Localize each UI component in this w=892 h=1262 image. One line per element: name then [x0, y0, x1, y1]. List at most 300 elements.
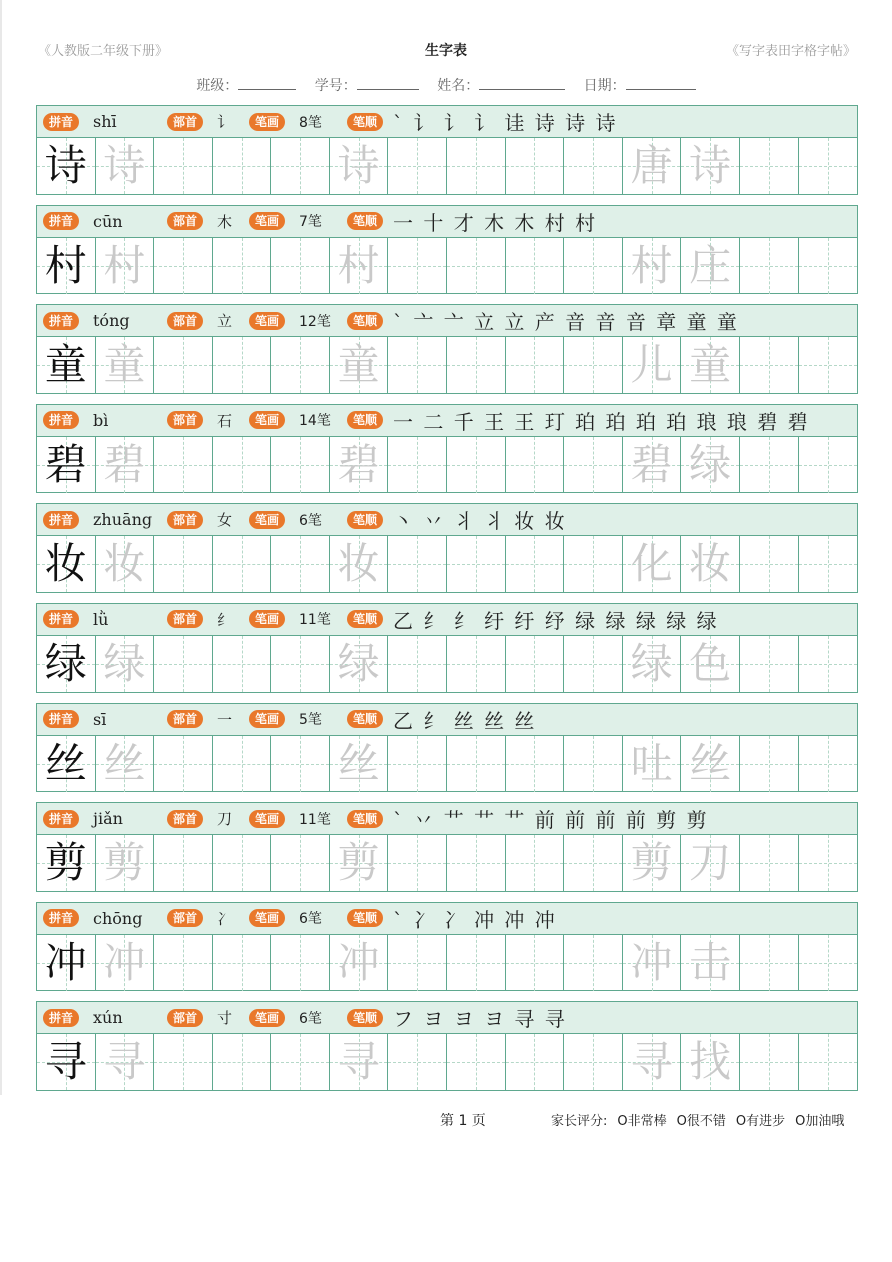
tianzige-cell[interactable] [213, 337, 272, 393]
textbook-label: 《人教版二年级下册》 [38, 44, 169, 59]
tianzige-cell[interactable] [96, 536, 155, 592]
tianzige-cell[interactable] [740, 636, 799, 692]
pinyin-value: lǜ [93, 609, 109, 629]
tianzige-cell[interactable] [681, 935, 740, 991]
tianzige-grid [37, 536, 857, 592]
tianzige-cell[interactable] [154, 337, 213, 393]
tianzige-cell[interactable] [740, 835, 799, 891]
character-row [36, 105, 858, 195]
tianzige-grid [37, 1034, 857, 1090]
stroke-order-value: ` 讠 讠 讠 诖 诗 诗 诗 [393, 111, 618, 135]
word-character: 刀 [689, 838, 732, 888]
evaluation-label: 家长评分: [551, 1114, 608, 1129]
tianzige-cell[interactable] [96, 935, 155, 991]
tianzige-cell[interactable] [271, 536, 330, 592]
character-row [36, 205, 858, 295]
tianzige-cell[interactable] [330, 935, 389, 991]
tianzige-cell[interactable] [681, 138, 740, 194]
row-header [37, 405, 857, 437]
stroke-order-value: ` 冫 冫 冲 冲 冲 [393, 907, 557, 932]
stroke-count-tag: 笔画 [249, 212, 285, 230]
model-character: 诗 [44, 141, 87, 190]
stroke-order-value: フ ヨ ヨ ヨ 寻 寻 [393, 1007, 567, 1032]
parent-evaluation [551, 1110, 844, 1129]
pinyin-tag: 拼音 [43, 312, 79, 330]
stroke-order-value: 一 二 千 王 王 玎 珀 珀 珀 珀 琅 琅 碧 碧 [393, 409, 810, 434]
tianzige-cell[interactable] [681, 636, 740, 692]
tianzige-cell[interactable] [213, 536, 272, 592]
trace-character: 碧 [103, 439, 146, 489]
tianzige-cell[interactable] [681, 337, 740, 393]
tianzige-cell[interactable] [154, 736, 213, 792]
date-label: 日期： [583, 78, 626, 94]
tianzige-cell[interactable] [799, 636, 858, 692]
trace-character: 诗 [103, 141, 146, 190]
radical-value: 女 [217, 511, 233, 530]
radical-tag: 部首 [167, 710, 203, 728]
model-character: 剪 [44, 838, 87, 888]
tianzige-cell[interactable] [564, 636, 623, 692]
word-character: 诗 [689, 141, 732, 190]
pinyin-tag: 拼音 [43, 1009, 79, 1027]
pinyin-value: chōng [93, 908, 143, 928]
tianzige-cell[interactable] [96, 238, 155, 294]
trace-character: 村 [103, 240, 146, 290]
tianzige-cell[interactable] [330, 536, 389, 592]
tianzige-cell[interactable] [564, 736, 623, 792]
tianzige-cell[interactable] [271, 138, 330, 194]
page-number: 第 1 页 [440, 1113, 486, 1129]
tianzige-cell[interactable] [213, 935, 272, 991]
stroke-count-value: 8笔 [299, 114, 322, 131]
radical-tag: 部首 [167, 312, 203, 330]
pinyin-value: cūn [93, 211, 123, 231]
tianzige-cell[interactable] [447, 935, 506, 991]
workbook-label: 《写字表田字格字帖》 [725, 44, 856, 59]
character-row [36, 1001, 858, 1091]
tianzige-cell[interactable] [388, 935, 447, 991]
stroke-count-tag: 笔画 [249, 511, 285, 529]
trace-character: 剪 [337, 838, 380, 888]
tianzige-grid [37, 636, 857, 692]
tianzige-cell[interactable] [37, 238, 96, 294]
tianzige-cell[interactable] [740, 736, 799, 792]
stroke-count-value: 7笔 [299, 214, 322, 231]
tianzige-cell[interactable] [506, 736, 565, 792]
radical-value: 刀 [217, 810, 233, 829]
student-info-line [0, 75, 892, 95]
character-row [36, 603, 858, 693]
eval-option-excellent[interactable]: O 非常棒 [617, 1110, 666, 1129]
radical-value: 立 [217, 312, 233, 331]
radical-value: 纟 [217, 610, 233, 629]
tianzige-cell[interactable] [623, 536, 682, 592]
date-field[interactable] [626, 89, 696, 90]
tianzige-cell[interactable] [388, 736, 447, 792]
radical-tag: 部首 [167, 411, 203, 429]
stroke-count-tag: 笔画 [249, 113, 285, 131]
tianzige-cell[interactable] [564, 835, 623, 891]
tianzige-cell[interactable] [681, 736, 740, 792]
trace-character: 绿 [337, 638, 380, 688]
word-character: 绿 [630, 638, 673, 688]
radical-value: 石 [217, 411, 233, 430]
tianzige-cell[interactable] [506, 238, 565, 294]
tianzige-cell[interactable] [623, 238, 682, 294]
tianzige-cell[interactable] [564, 138, 623, 194]
trace-character: 寻 [337, 1037, 380, 1087]
tianzige-cell[interactable] [330, 138, 389, 194]
name-label: 姓名： [437, 78, 480, 94]
stroke-order-tag: 笔顺 [347, 212, 383, 230]
tianzige-cell[interactable] [623, 138, 682, 194]
tianzige-cell[interactable] [740, 238, 799, 294]
tianzige-cell[interactable] [506, 437, 565, 493]
tianzige-cell[interactable] [37, 835, 96, 891]
model-character: 丝 [44, 738, 87, 788]
name-field[interactable] [479, 89, 565, 90]
trace-character: 碧 [337, 439, 380, 489]
stroke-count-value: 6笔 [299, 911, 322, 928]
tianzige-cell[interactable] [623, 1034, 682, 1090]
word-character: 找 [689, 1037, 732, 1087]
stroke-order-tag: 笔顺 [347, 312, 383, 330]
tianzige-cell[interactable] [330, 437, 389, 493]
tianzige-cell[interactable] [623, 935, 682, 991]
tianzige-cell[interactable] [740, 935, 799, 991]
tianzige-cell[interactable] [564, 337, 623, 393]
tianzige-cell[interactable] [213, 1034, 272, 1090]
stroke-count-value: 6笔 [299, 512, 322, 529]
tianzige-cell[interactable] [799, 736, 858, 792]
tianzige-cell[interactable] [37, 337, 96, 393]
student-id-field[interactable] [357, 89, 419, 90]
word-character: 击 [689, 937, 732, 987]
tianzige-cell[interactable] [447, 835, 506, 891]
character-row [36, 404, 858, 494]
stroke-order-tag: 笔顺 [347, 1009, 383, 1027]
character-row [36, 902, 858, 992]
tianzige-cell[interactable] [330, 337, 389, 393]
student-id-label: 学号： [314, 78, 357, 94]
tianzige-cell[interactable] [799, 337, 858, 393]
tianzige-cell[interactable] [271, 337, 330, 393]
word-character: 剪 [630, 838, 673, 888]
tianzige-cell[interactable] [96, 138, 155, 194]
row-header [37, 206, 857, 238]
tianzige-cell[interactable] [154, 238, 213, 294]
tianzige-cell[interactable] [564, 238, 623, 294]
tianzige-cell[interactable] [447, 536, 506, 592]
tianzige-cell[interactable] [506, 138, 565, 194]
tianzige-cell[interactable] [799, 238, 858, 294]
tianzige-cell[interactable] [271, 736, 330, 792]
tianzige-cell[interactable] [271, 835, 330, 891]
word-character: 儿 [630, 340, 673, 390]
tianzige-cell[interactable] [506, 1034, 565, 1090]
model-character: 绿 [44, 638, 87, 688]
pinyin-value: bì [93, 410, 109, 430]
stroke-order-tag: 笔顺 [347, 710, 383, 728]
tianzige-cell[interactable] [154, 636, 213, 692]
tianzige-cell[interactable] [96, 636, 155, 692]
stroke-count-value: 11笔 [299, 612, 331, 629]
tianzige-cell[interactable] [330, 238, 389, 294]
stroke-order-value: 一 十 才 木 木 村 村 [393, 210, 598, 235]
tianzige-cell[interactable] [799, 1034, 858, 1090]
tianzige-cell[interactable] [740, 1034, 799, 1090]
radical-tag: 部首 [167, 113, 203, 131]
tianzige-cell[interactable] [447, 1034, 506, 1090]
trace-character: 绿 [103, 638, 146, 688]
tianzige-cell[interactable] [37, 1034, 96, 1090]
pinyin-tag: 拼音 [43, 212, 79, 230]
tianzige-cell[interactable] [388, 1034, 447, 1090]
tianzige-cell[interactable] [623, 835, 682, 891]
stroke-order-value: 乙 纟 纟 纡 纡 纾 绿 绿 绿 绿 绿 [393, 608, 719, 633]
stroke-count-tag: 笔画 [249, 909, 285, 927]
stroke-count-value: 5笔 [299, 712, 322, 729]
tianzige-cell[interactable] [447, 238, 506, 294]
tianzige-grid [37, 238, 857, 294]
tianzige-cell[interactable] [564, 1034, 623, 1090]
model-character: 童 [44, 340, 87, 390]
pinyin-tag: 拼音 [43, 511, 79, 529]
tianzige-cell[interactable] [96, 437, 155, 493]
trace-character: 诗 [337, 141, 380, 190]
word-character: 碧 [630, 439, 673, 489]
model-character: 妆 [44, 539, 87, 589]
trace-character: 妆 [103, 539, 146, 589]
tianzige-cell[interactable] [623, 736, 682, 792]
row-header [37, 604, 857, 636]
tianzige-cell[interactable] [154, 935, 213, 991]
tianzige-grid [37, 935, 857, 991]
tianzige-cell[interactable] [213, 736, 272, 792]
tianzige-cell[interactable] [37, 437, 96, 493]
tianzige-cell[interactable] [447, 736, 506, 792]
character-row [36, 304, 858, 394]
stroke-order-tag: 笔顺 [347, 909, 383, 927]
tianzige-cell[interactable] [330, 1034, 389, 1090]
tianzige-cell[interactable] [154, 835, 213, 891]
stroke-count-tag: 笔画 [249, 810, 285, 828]
trace-character: 村 [337, 240, 380, 290]
character-row [36, 802, 858, 892]
eval-option-good[interactable]: O 很不错 [677, 1110, 726, 1129]
stroke-count-value: 6笔 [299, 1010, 322, 1027]
trace-character: 冲 [337, 937, 380, 987]
tianzige-cell[interactable] [681, 835, 740, 891]
eval-option-keep-trying[interactable]: O 加油哦 [795, 1110, 844, 1129]
stroke-count-tag: 笔画 [249, 1009, 285, 1027]
radical-tag: 部首 [167, 1009, 203, 1027]
tianzige-cell[interactable] [37, 935, 96, 991]
stroke-order-tag: 笔顺 [347, 113, 383, 131]
model-character: 村 [44, 240, 87, 290]
tianzige-cell[interactable] [506, 536, 565, 592]
tianzige-cell[interactable] [96, 337, 155, 393]
tianzige-cell[interactable] [681, 536, 740, 592]
stroke-count-value: 11笔 [299, 811, 331, 828]
tianzige-cell[interactable] [96, 736, 155, 792]
tianzige-cell[interactable] [96, 1034, 155, 1090]
tianzige-cell[interactable] [564, 935, 623, 991]
tianzige-cell[interactable] [154, 437, 213, 493]
word-character: 吐 [630, 738, 673, 788]
tianzige-cell[interactable] [271, 238, 330, 294]
stroke-count-tag: 笔画 [249, 710, 285, 728]
tianzige-cell[interactable] [213, 138, 272, 194]
radical-value: 寸 [217, 1009, 233, 1028]
tianzige-cell[interactable] [623, 636, 682, 692]
tianzige-cell[interactable] [388, 337, 447, 393]
tianzige-cell[interactable] [740, 437, 799, 493]
tianzige-cell[interactable] [213, 238, 272, 294]
row-header [37, 1002, 857, 1034]
tianzige-cell[interactable] [388, 636, 447, 692]
radical-value: 木 [217, 212, 233, 231]
tianzige-cell[interactable] [447, 337, 506, 393]
word-character: 化 [630, 539, 673, 589]
tianzige-cell[interactable] [388, 238, 447, 294]
tianzige-cell[interactable] [37, 536, 96, 592]
tianzige-cell[interactable] [154, 536, 213, 592]
tianzige-cell[interactable] [799, 935, 858, 991]
stroke-count-tag: 笔画 [249, 411, 285, 429]
tianzige-cell[interactable] [154, 1034, 213, 1090]
radical-tag: 部首 [167, 810, 203, 828]
word-character: 寻 [630, 1037, 673, 1087]
pinyin-tag: 拼音 [43, 610, 79, 628]
trace-character: 剪 [103, 838, 146, 888]
word-character: 绿 [689, 439, 732, 489]
word-character: 村 [630, 240, 673, 290]
tianzige-cell[interactable] [447, 138, 506, 194]
trace-character: 童 [337, 340, 380, 390]
tianzige-cell[interactable] [330, 736, 389, 792]
pinyin-value: jiǎn [93, 809, 123, 829]
tianzige-cell[interactable] [506, 835, 565, 891]
tianzige-cell[interactable] [506, 337, 565, 393]
tianzige-cell[interactable] [213, 437, 272, 493]
radical-value: 讠 [217, 113, 233, 131]
tianzige-grid [37, 437, 857, 493]
pinyin-value: sī [93, 709, 107, 729]
tianzige-grid [37, 138, 857, 194]
tianzige-cell[interactable] [506, 935, 565, 991]
tianzige-cell[interactable] [213, 636, 272, 692]
tianzige-cell[interactable] [681, 437, 740, 493]
tianzige-cell[interactable] [799, 437, 858, 493]
word-character: 童 [689, 340, 732, 390]
tianzige-cell[interactable] [799, 536, 858, 592]
row-header [37, 704, 857, 736]
character-table [36, 105, 858, 1101]
tianzige-cell[interactable] [37, 636, 96, 692]
pinyin-value: xún [93, 1008, 123, 1028]
stroke-order-tag: 笔顺 [347, 610, 383, 628]
tianzige-cell[interactable] [154, 138, 213, 194]
word-character: 冲 [630, 937, 673, 987]
stroke-count-tag: 笔画 [249, 610, 285, 628]
tianzige-cell[interactable] [799, 835, 858, 891]
tianzige-cell[interactable] [330, 636, 389, 692]
word-character: 庄 [689, 240, 732, 290]
tianzige-cell[interactable] [447, 636, 506, 692]
pinyin-value: tóng [93, 311, 130, 331]
pinyin-tag: 拼音 [43, 411, 79, 429]
word-character: 妆 [689, 539, 732, 589]
row-header [37, 504, 857, 536]
tianzige-cell[interactable] [37, 138, 96, 194]
class-label: 班级： [196, 78, 239, 94]
eval-option-progress[interactable]: O 有进步 [736, 1110, 785, 1129]
tianzige-cell[interactable] [271, 636, 330, 692]
tianzige-cell[interactable] [271, 935, 330, 991]
tianzige-cell[interactable] [564, 536, 623, 592]
tianzige-cell[interactable] [740, 536, 799, 592]
tianzige-cell[interactable] [740, 138, 799, 194]
stroke-order-value: 乙 纟 丝 丝 丝 [393, 708, 537, 733]
tianzige-cell[interactable] [213, 835, 272, 891]
tianzige-cell[interactable] [96, 835, 155, 891]
word-character: 丝 [689, 738, 732, 788]
tianzige-cell[interactable] [623, 337, 682, 393]
page-left-rule [0, 0, 2, 1095]
tianzige-cell[interactable] [37, 736, 96, 792]
tianzige-cell[interactable] [271, 1034, 330, 1090]
stroke-order-value: ` 亠 亠 立 立 产 音 音 音 章 童 童 [393, 310, 739, 335]
tianzige-cell[interactable] [388, 536, 447, 592]
trace-character: 妆 [337, 539, 380, 589]
stroke-order-tag: 笔顺 [347, 411, 383, 429]
pinyin-tag: 拼音 [43, 710, 79, 728]
row-header [37, 803, 857, 835]
tianzige-cell[interactable] [447, 437, 506, 493]
tianzige-cell[interactable] [271, 437, 330, 493]
trace-character: 寻 [103, 1037, 146, 1087]
radical-value: 冫 [217, 909, 233, 928]
word-character: 唐 [630, 141, 673, 190]
tianzige-cell[interactable] [681, 1034, 740, 1090]
tianzige-cell[interactable] [799, 138, 858, 194]
tianzige-cell[interactable] [330, 835, 389, 891]
pinyin-tag: 拼音 [43, 909, 79, 927]
tianzige-grid [37, 835, 857, 891]
pinyin-tag: 拼音 [43, 810, 79, 828]
tianzige-cell[interactable] [681, 238, 740, 294]
tianzige-cell[interactable] [506, 636, 565, 692]
character-row [36, 503, 858, 593]
tianzige-cell[interactable] [623, 437, 682, 493]
tianzige-cell[interactable] [388, 835, 447, 891]
tianzige-cell[interactable] [740, 337, 799, 393]
word-character: 色 [689, 638, 732, 688]
class-field[interactable] [238, 89, 296, 90]
tianzige-cell[interactable] [388, 138, 447, 194]
trace-character: 丝 [337, 738, 380, 788]
pinyin-tag: 拼音 [43, 113, 79, 131]
radical-tag: 部首 [167, 212, 203, 230]
tianzige-cell[interactable] [564, 437, 623, 493]
tianzige-cell[interactable] [388, 437, 447, 493]
trace-character: 丝 [103, 738, 146, 788]
pinyin-value: zhuāng [93, 510, 153, 530]
radical-tag: 部首 [167, 511, 203, 529]
row-header [37, 305, 857, 337]
stroke-order-tag: 笔顺 [347, 511, 383, 529]
